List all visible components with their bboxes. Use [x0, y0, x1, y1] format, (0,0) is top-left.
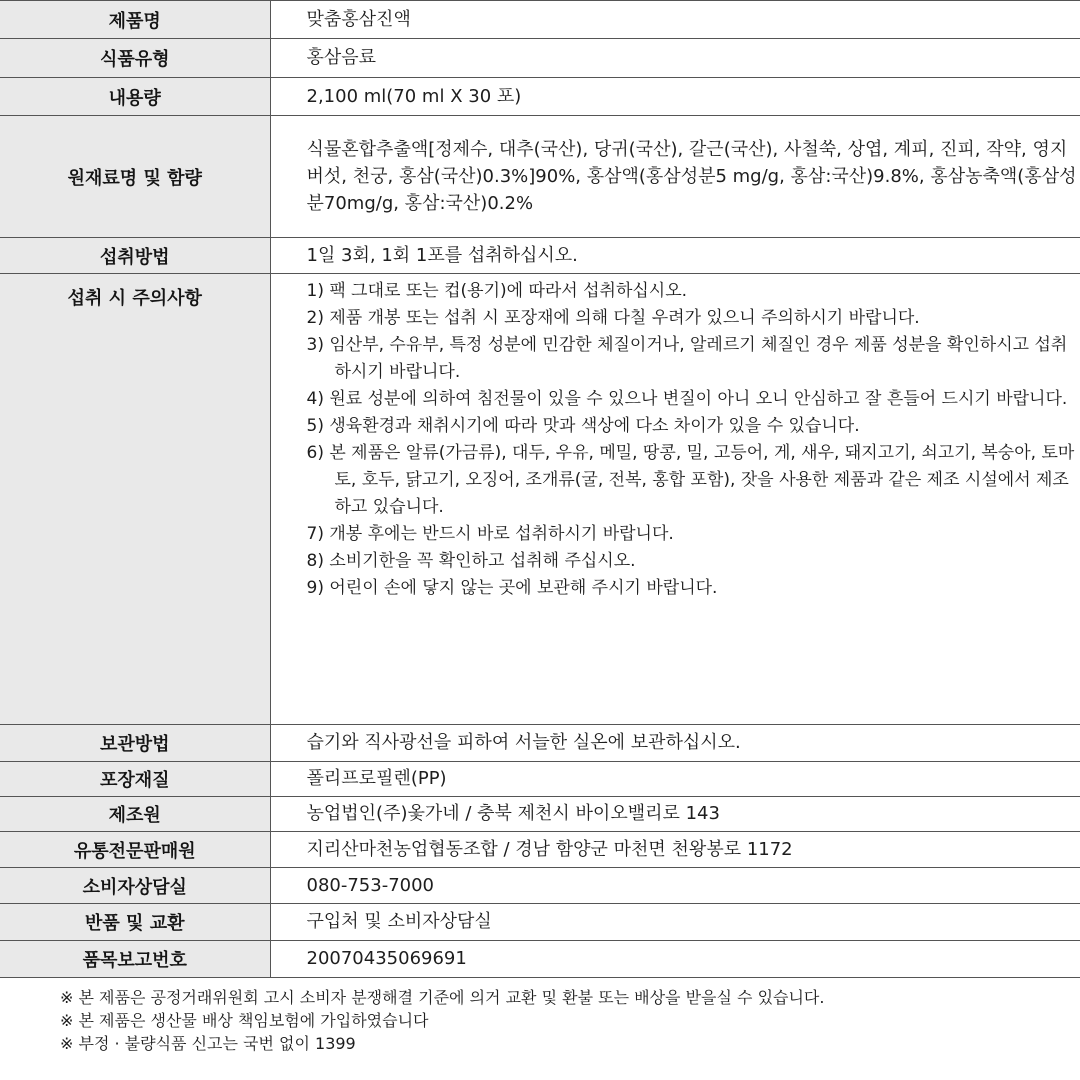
value-volume: 2,100 ml(70 ml X 30 포): [306, 85, 522, 107]
note-compensation: ※ 본 제품은 공정거래위원회 고시 소비자 분쟁해결 기준에 의거 교환 및 환불 또는 배상을 받을실 수 있습니다.: [60, 988, 825, 1007]
label-food-type: 식품유형: [0, 39, 270, 78]
caution-item: 1) 팩 그대로 또는 컵(용기)에 따라서 섭취하십시오.: [306, 281, 688, 301]
row-report-number: [0, 941, 1080, 978]
row-ingredients: [0, 116, 1080, 238]
row-food-type: [0, 39, 1080, 78]
row-volume: [0, 78, 1080, 116]
value-cautions: [270, 274, 1080, 725]
row-product-name: [0, 1, 1080, 39]
value-ingredients: 식물혼합추출액[정제수, 대추(국산), 당귀(국산), 갈근(국산), 사철쑥, 상엽, 계피, 진피, 작약, 영지버섯, 천궁, 홍삼(국산)0.3%]90%, 홍삼액(홍삼성분5 mg/g, 홍삼:국산)9.8%, 홍삼농축액(홍삼성분70mg/g, 홍삼:국산)0.2%: [306, 139, 1077, 214]
value-storage: 습기와 직사광선을 피하여 서늘한 실온에 보관하십시오.: [306, 732, 741, 753]
label-ingredients: 원재료명 및 함량: [0, 116, 270, 238]
row-cautions: [0, 274, 1080, 725]
note-insurance: ※ 본 제품은 생산물 배상 책임보험에 가입하였습니다: [60, 1011, 429, 1030]
footer-notes: [60, 986, 1050, 1055]
row-consumer-center: [0, 868, 1080, 904]
label-cautions: 섭취 시 주의사항: [0, 274, 270, 725]
value-returns: 구입처 및 소비자상담실: [306, 911, 492, 932]
row-distributor: [0, 832, 1080, 868]
row-intake-method: [0, 238, 1080, 274]
value-packaging: 폴리프로필렌(PP): [306, 768, 447, 789]
caution-list: [307, 278, 1080, 602]
value-consumer-center: 080-753-7000: [306, 874, 435, 896]
caution-item: 7) 개봉 후에는 반드시 바로 섭취하시기 바랍니다.: [306, 524, 674, 544]
value-report-number: 20070435069691: [306, 948, 467, 969]
value-food-type: 홍삼음료: [306, 47, 377, 68]
label-intake-method: 섭취방법: [0, 238, 270, 274]
value-distributor: 지리산마천농업협동조합 / 경남 함양군 마천면 천왕봉로 1172: [306, 838, 793, 860]
value-intake-method: 1일 3회, 1회 1포를 섭취하십시오.: [306, 244, 578, 266]
label-product-name: 제품명: [0, 1, 270, 39]
label-consumer-center: 소비자상담실: [0, 868, 270, 904]
label-packaging: 포장재질: [0, 762, 270, 797]
row-returns: [0, 904, 1080, 941]
row-storage: [0, 725, 1080, 762]
row-manufacturer: [0, 797, 1080, 832]
caution-item: 3) 임산부, 수유부, 특정 성분에 민감한 체질이거나, 알레르기 체질인 경우 제품 성분을 확인하시고 섭취하시기 바랍니다.: [306, 335, 1068, 382]
label-distributor: 유통전문판매원: [0, 832, 270, 868]
label-storage: 보관방법: [0, 725, 270, 762]
label-manufacturer: 제조원: [0, 797, 270, 832]
label-returns: 반품 및 교환: [0, 904, 270, 941]
caution-item: 4) 원료 성분에 의하여 침전물이 있을 수 있으나 변질이 아니 오니 안심하고 잘 흔들어 드시기 바랍니다.: [306, 389, 1068, 409]
caution-item: 6) 본 제품은 알류(가금류), 대두, 우유, 메밀, 땅콩, 밀, 고등어, 게, 새우, 돼지고기, 쇠고기, 복숭아, 토마토, 호두, 닭고기, 오징어, 조개류(굴, 전복, 홍합 포함), 잣을 사용한 제품과 같은 제조 시설에서 제조하고 있습니다.: [306, 443, 1075, 517]
row-packaging: [0, 762, 1080, 797]
caution-item: 2) 제품 개봉 또는 섭취 시 포장재에 의해 다칠 우려가 있으니 주의하시기 바랍니다.: [306, 308, 920, 328]
value-product-name: 맞춤홍삼진액: [306, 8, 411, 30]
label-report-number: 품목보고번호: [0, 941, 270, 978]
value-manufacturer: 농업법인(주)옻가네 / 충북 제천시 바이오밸리로 143: [306, 803, 720, 824]
note-report-hotline: ※ 부정 · 불량식품 신고는 국번 없이 1399: [60, 1034, 356, 1053]
caution-item: 8) 소비기한을 꼭 확인하고 섭취해 주십시오.: [306, 551, 636, 571]
label-volume: 내용량: [0, 78, 270, 116]
caution-item: 5) 생육환경과 채취시기에 따라 맛과 색상에 다소 차이가 있을 수 있습니다.: [306, 416, 860, 436]
caution-item: 9) 어린이 손에 닿지 않는 곳에 보관해 주시기 바랍니다.: [306, 578, 718, 598]
